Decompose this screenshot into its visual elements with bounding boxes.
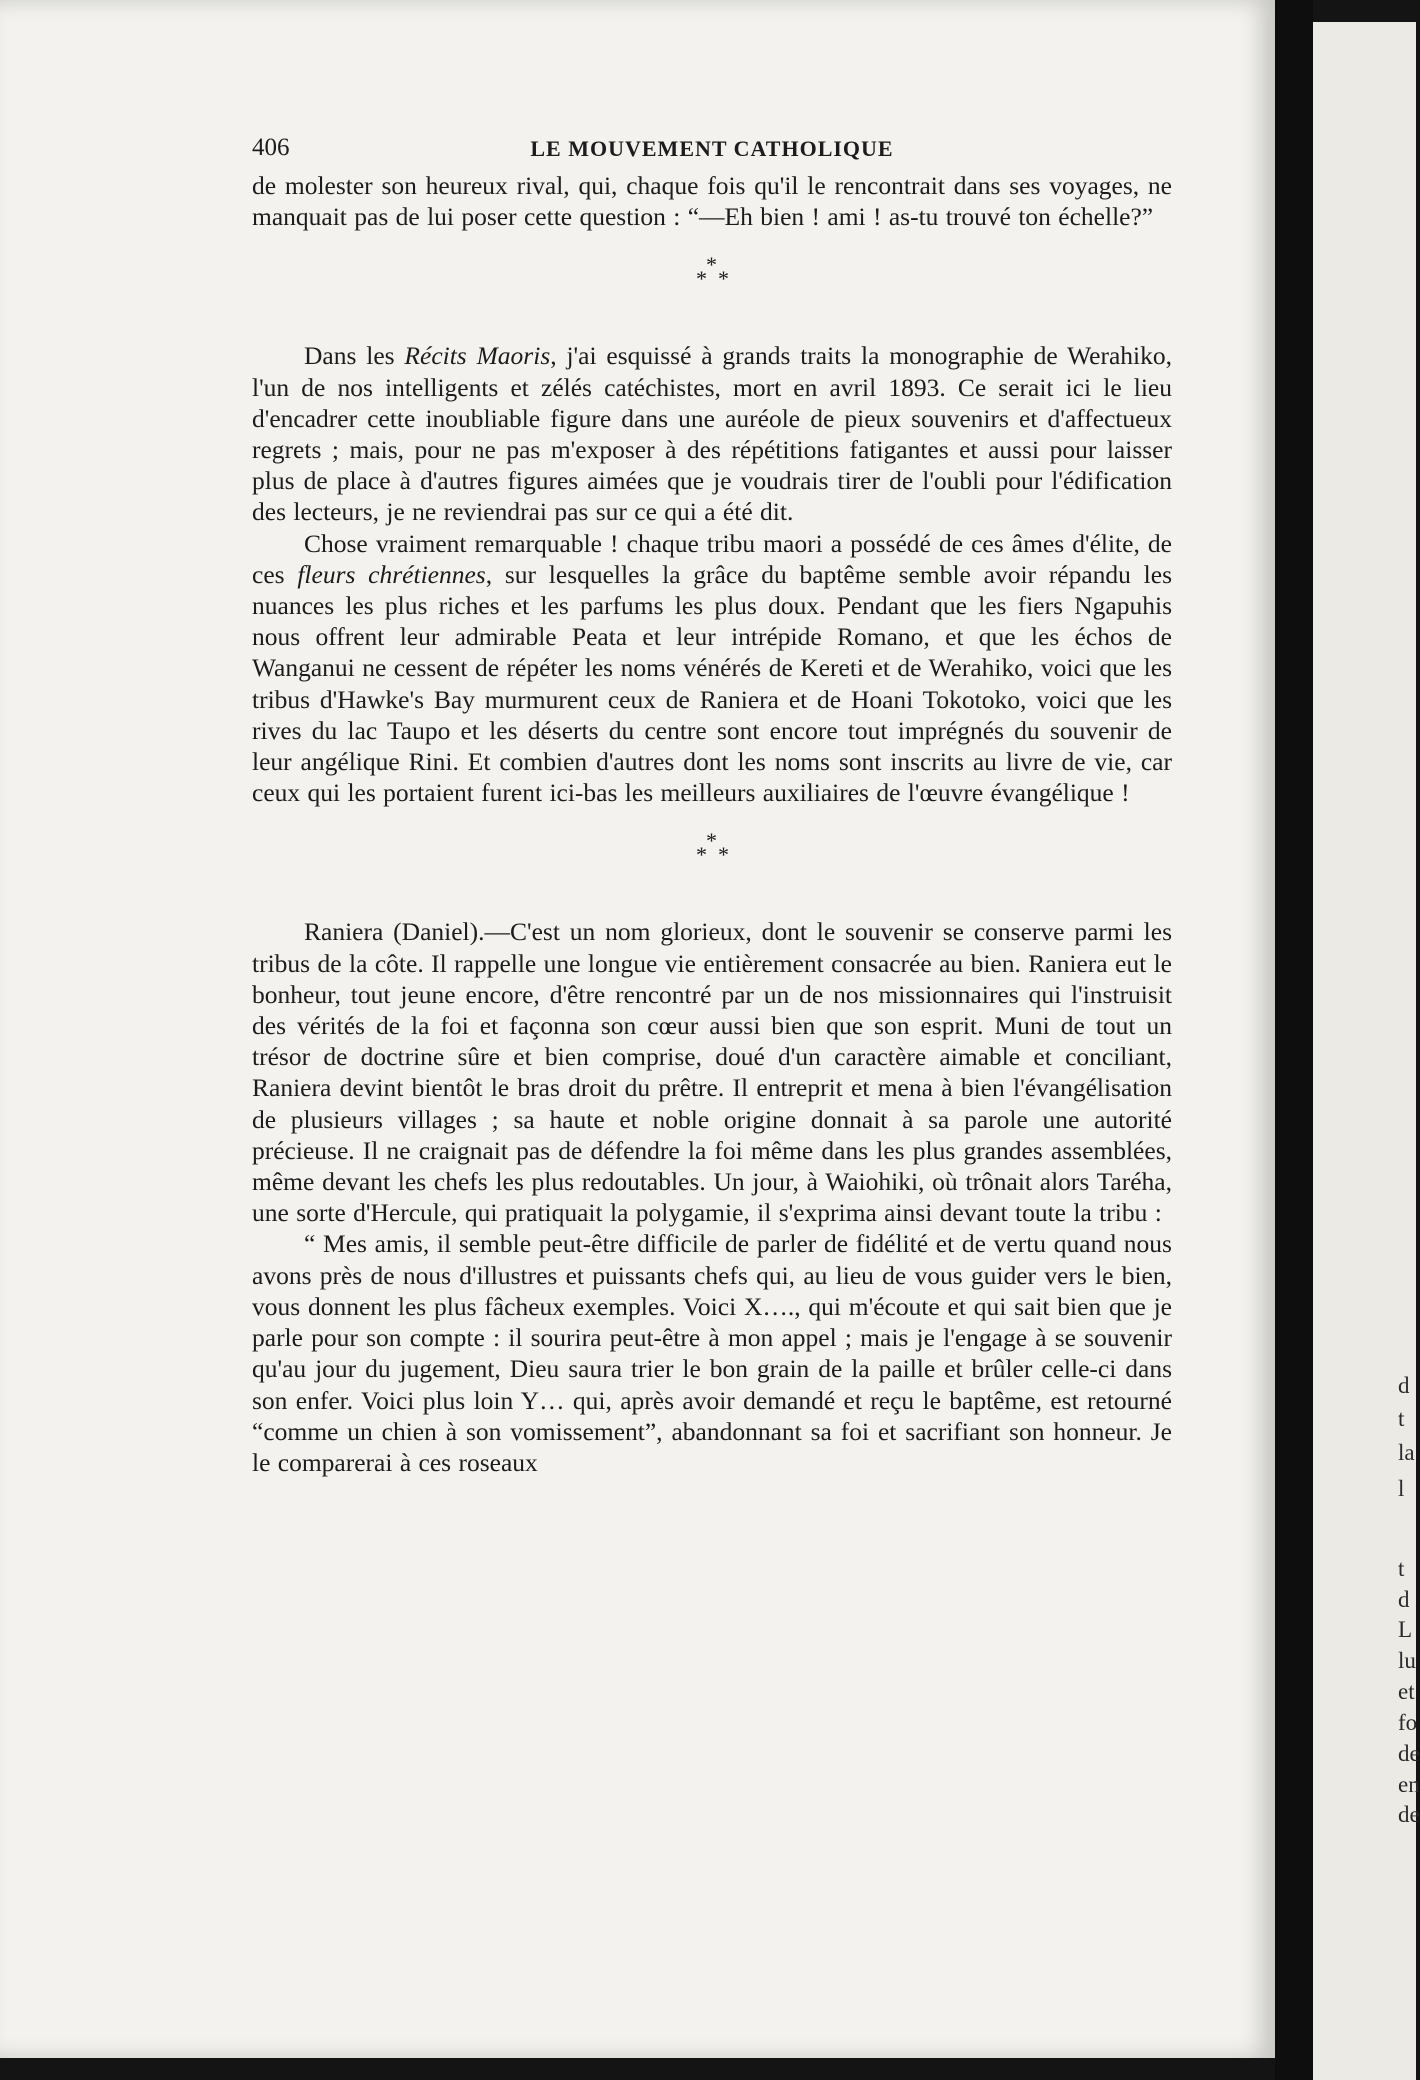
asterism-star: * — [706, 828, 717, 854]
asterism-star: * — [718, 266, 729, 292]
section-separator — [252, 246, 1172, 318]
paragraph-werahiko — [252, 340, 1172, 527]
paragraph-raniera: Raniera (Daniel).—C'est un nom glorieux, dont le souvenir se conserve parmi les tribus de la côte. Il rappelle une longue vie entièrement consacrée au bien. Raniera eut le bonheur, tout jeune encore, d'être rencontré par un de nos missionnaires qui l'instruisit des vérités de la foi et façonna son cœur aussi bien que son esprit. Muni de tout un trésor de doctrine sûre et bien comprise, doué d'un caractère aimable et conciliant, Raniera devint bientôt le bras droit du prêtre. Il entreprit et mena à bien l'évangélisation de plusieurs villages ; sa haute et noble origine donnait à sa parole une autorité précieuse. Il ne craignait pas de défendre la foi même dans les plus grandes assemblées, même devant les chefs les plus redoutables. Un jour, à Waiohiki, où trônait alors Taréha, une sorte d'Hercule, qui pratiquait la polygamie, il s'exprima ainsi devant toute la tribu : — [252, 917, 1172, 1228]
next-page-letter: fo — [1398, 1710, 1418, 1735]
asterism-star: * — [696, 266, 707, 292]
text-run: Chose vraiment remarquable ! chaque tribu maori a possédé de ces âmes d'élite, de ces — [252, 528, 1172, 589]
next-page-letter: de — [1398, 1741, 1420, 1766]
book-title-italic: Récits Maoris — [404, 341, 551, 371]
book-gutter — [1275, 0, 1313, 2080]
next-page-letter: L — [1398, 1617, 1413, 1642]
text-run: , sur lesquelles la grâce du baptême semble avoir répandu les nuances les plus riches et les parfums les plus doux. Pendant que les fiers Ngapuhis nous offrent leur admirable Peata et leur intrépide Romano, et que les échos de Wanganui ne cessent de répéter les noms vénérés de Kereti et de Werahiko, voici que les tribus d'Hawke's Bay murmurent ceux de Raniera et de Hoani Tokotoko, voici que les rives du lac Taupo et les déserts du centre sont encore tout imprégnés du souvenir de leur angélique Rini. Et combien d'autres dont les noms sont inscrits au livre de vie, car ceux qui les portaient furent ici-bas les meilleurs auxiliaires de l'œuvre évangélique ! — [252, 559, 1172, 808]
page-content — [252, 128, 1172, 1478]
next-page-letter: la — [1398, 1440, 1415, 1465]
page-number: 406 — [252, 134, 290, 161]
text-run: Dans les — [304, 341, 405, 371]
text-run: , j'ai esquissé à grands traits la monographie de Werahiko, l'un de nos intelligents et zélés catéchistes, mort en avril 1893. Ce serait ici le lieu d'encadrer cette inoubliable figure dans une auréole de pieux souvenirs et d'affectueux regrets ; mais, pour ne pas m'exposer à des répétitions fatigantes et aussi pour laisser plus de place à d'autres figures aimées que je voudrais tirer de l'oubli pour l'édification des lecteurs, je ne reviendrai pas sur ce qui a été dit. — [252, 341, 1172, 527]
running-title: LE MOUVEMENT CATHOLIQUE — [530, 136, 894, 161]
asterism-star: * — [696, 842, 707, 868]
paragraph-raniera-speech: “ Mes amis, il semble peut-être difficile de parler de fidélité et de vertu quand nous avons près de nous d'illustres et puissants chefs qui, au lieu de vous guider vers le bien, vous donnent les plus fâcheux exemples. Voici X…., qui m'écoute et qui sait bien que je parle pour son compte : il sourira peut-être à mon appel ; mais je l'engage à se souvenir qu'au jour du jugement, Dieu saura trier le bon grain de la paille et brûler celle-ci dans son enfer. Voici plus loin Y… qui, après avoir demandé et reçu le baptême, est retourné “comme un chien à son vomissement”, abandonnant sa foi et sacrifiant son honneur. Je le comparerai à ces roseaux — [252, 1229, 1172, 1477]
next-page-letter: l — [1398, 1476, 1405, 1501]
next-page-letter: d — [1398, 1373, 1410, 1398]
asterism-star: * — [718, 842, 729, 868]
asterism-star: * — [706, 252, 717, 278]
next-page-letter: en — [1398, 1772, 1420, 1797]
next-page-letter: t — [1398, 1556, 1405, 1581]
next-page-letter: d — [1398, 1587, 1410, 1612]
next-page-letter: lu — [1398, 1648, 1416, 1673]
section-separator — [252, 822, 1172, 894]
phrase-italic: fleurs chrétiennes — [297, 559, 486, 589]
paragraph-elite-souls — [252, 528, 1172, 809]
paragraph-opening: de molester son heureux rival, qui, chaque fois qu'il le rencontrait dans ses voyages, ne manquait pas de lui poser cette question : “—Eh bien ! ami ! as-tu trouvé ton échelle?” — [252, 171, 1172, 232]
page-header — [252, 128, 1172, 170]
next-page-letter: et — [1398, 1679, 1415, 1704]
next-page-letter: de — [1398, 1802, 1420, 1827]
next-page-letter: t — [1398, 1406, 1405, 1431]
